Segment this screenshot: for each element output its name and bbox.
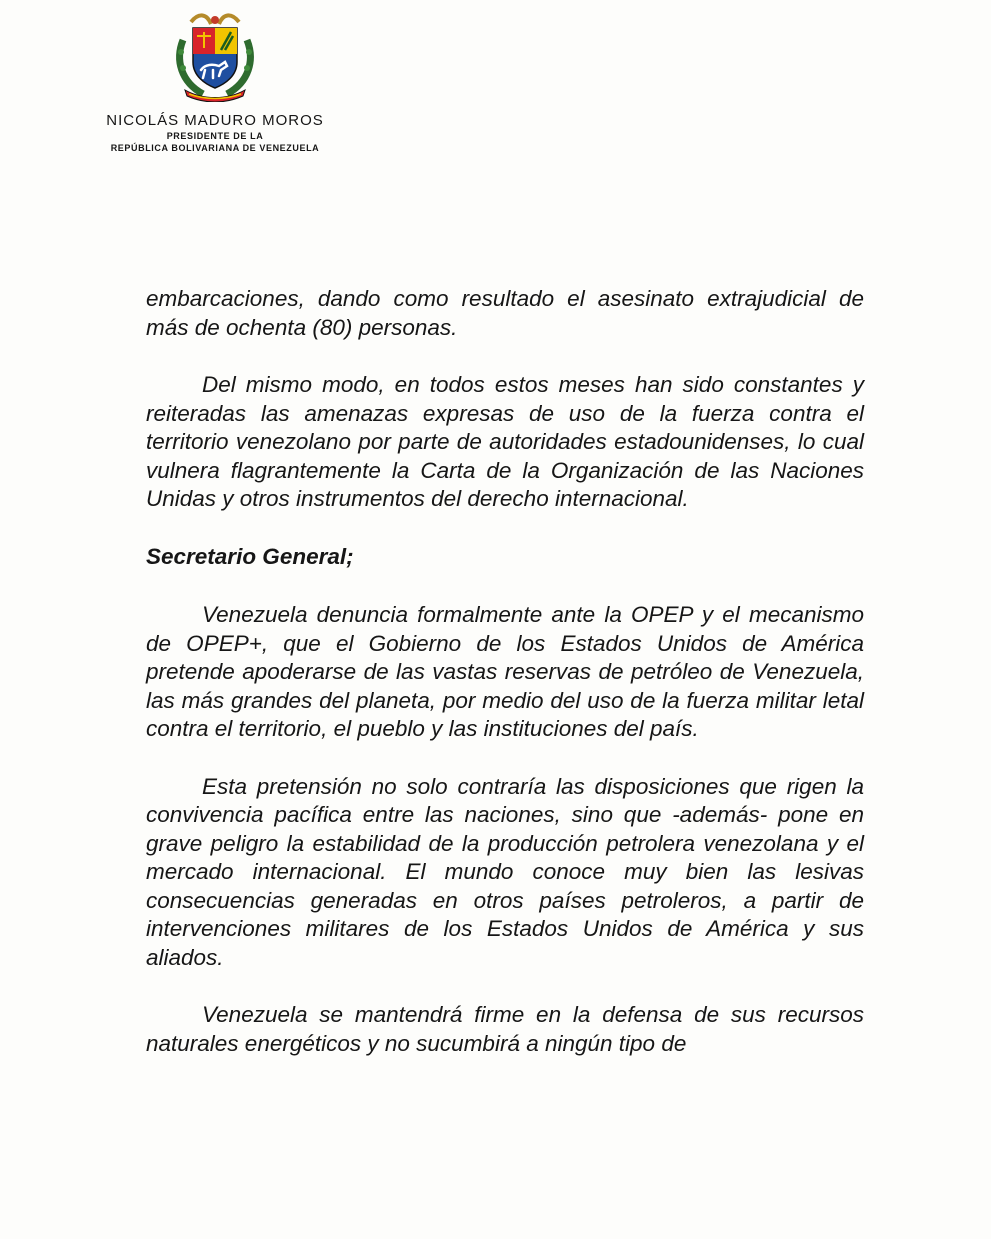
- paragraph-threats: Del mismo modo, en todos estos meses han sido constantes y reiteradas las amenazas expresas de uso de la fuerza contra el territorio venezolano por parte de autoridades estadounidenses, lo cual vulnera flagrantemente la Carta de la Organización de las Naciones Unidas y otros instrumentos del derecho internacional.: [146, 372, 864, 511]
- letterhead: [90, 10, 340, 153]
- letterhead-title-line-2: REPÚBLICA BOLIVARIANA DE VENEZUELA: [110, 143, 320, 153]
- letterhead-name: NICOLÁS MADURO MOROS: [106, 112, 324, 129]
- paragraph-continuation: embarcaciones, dando como resultado el asesinato extrajudicial de más de ochenta (80) personas.: [146, 286, 864, 340]
- salutation-heading: Secretario General;: [146, 543, 354, 569]
- paragraph-consequences: Esta pretensión no solo contraría las disposiciones que rigen la convivencia pacífica entre las naciones, sino que -además- pone en grave peligro la estabilidad de la producción petrolera venezolana y el mercado internacional. El mundo conoce muy bien las lesivas consecuencias generadas en otros países petroleros, a partir de intervenciones militares de los Estados Unidos de América y sus aliados.: [146, 773, 864, 970]
- letterhead-title-line-1: PRESIDENTE DE LA: [166, 131, 264, 141]
- paragraph-defense: Venezuela se mantendrá firme en la defensa de sus recursos naturales energéticos y no sucumbirá a ningún tipo de: [146, 1002, 864, 1056]
- paragraph-denunciation: Venezuela denuncia formalmente ante la OPEP y el mecanismo de OPEP+, que el Gobierno de los Estados Unidos de América pretende apoderarse de las vastas reservas de petróleo de Venezuela, las más grandes del planeta, por medio del uso de la fuerza militar letal contra el territorio, el pueblo y las instituciones del país.: [146, 602, 864, 741]
- letter-body: [146, 285, 864, 1058]
- venezuela-coat-of-arms-icon: [173, 10, 257, 102]
